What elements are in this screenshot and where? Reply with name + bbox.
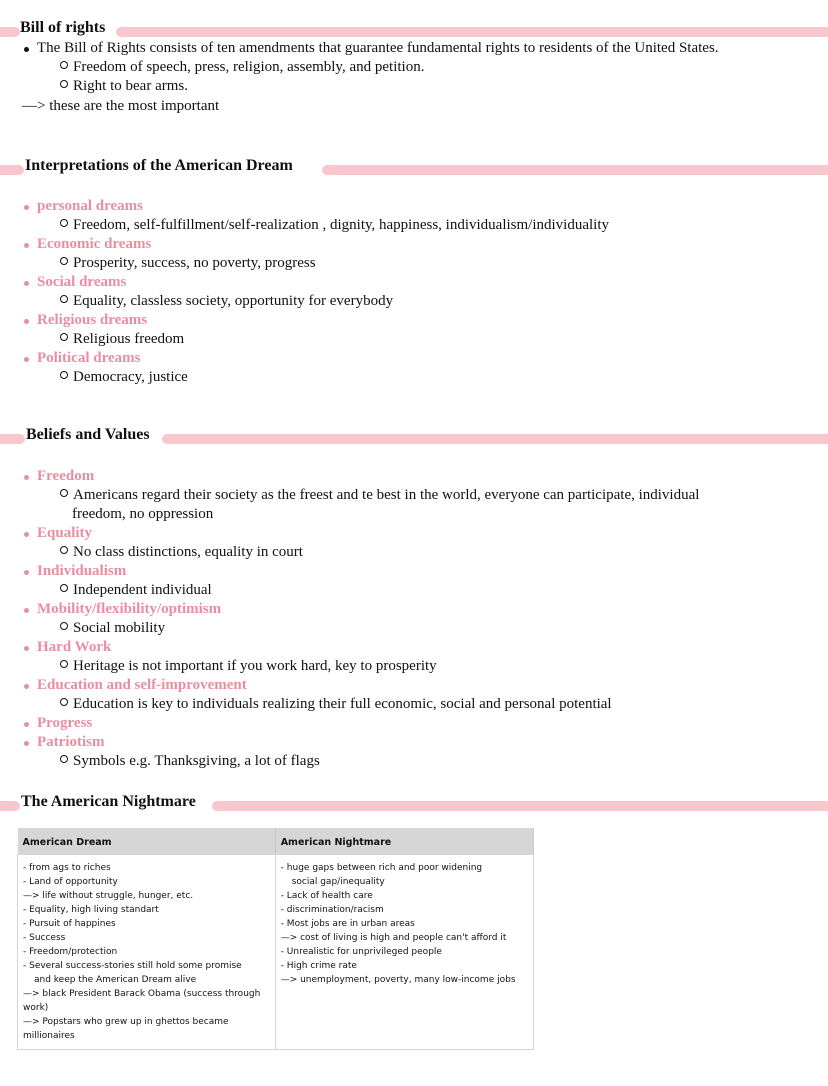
circle-bullet-icon <box>60 219 68 227</box>
bullet-icon <box>24 357 29 362</box>
cell-line: —> black President Barack Obama (success through <box>23 989 261 999</box>
bullet-icon <box>24 47 29 52</box>
section-title: The American Nightmare <box>21 793 200 811</box>
cell-line: work) <box>23 1003 49 1013</box>
list-item: No class distinctions, equality in court <box>60 543 303 562</box>
cell-line: —> cost of living is high and people can't afford it <box>280 933 507 943</box>
bullet-icon <box>24 741 29 746</box>
list-item: Independent individual <box>60 581 212 600</box>
bullet-icon <box>24 319 29 324</box>
circle-bullet-icon <box>60 698 68 706</box>
circle-bullet-icon <box>60 755 68 763</box>
value-label: Education and self-improvement <box>37 677 247 693</box>
table-header-row <box>18 828 534 855</box>
bill-of-rights-text: The Bill of Rights consists of ten amendments that guarantee fundamental rights to residents of the United States. <box>37 40 719 56</box>
note-text: —> these are the most important <box>22 98 220 114</box>
header-bar <box>0 801 20 811</box>
dream-label: Political dreams <box>37 350 141 366</box>
cell-line: millionaires <box>23 1031 75 1041</box>
section-title: Interpretations of the American Dream <box>25 157 297 175</box>
bullet-icon <box>24 608 29 613</box>
cell-line: - Pursuit of happines <box>23 919 116 929</box>
nightmare-cell <box>275 855 533 1050</box>
section-header-beliefs <box>0 426 828 451</box>
circle-bullet-icon <box>60 546 68 554</box>
dream-vs-nightmare-table <box>17 828 534 1050</box>
list-item: Education is key to individuals realizing their full economic, social and personal potential <box>60 695 612 714</box>
cell-line: - Several success-stories still hold some promise <box>23 961 242 971</box>
cell-line: - Land of opportunity <box>23 877 118 887</box>
list-item: Freedom of speech, press, religion, assembly, and petition. <box>60 58 424 77</box>
circle-bullet-icon <box>60 489 68 497</box>
table-row <box>18 855 534 1050</box>
header-bar <box>116 27 828 37</box>
list-item: Social mobility <box>60 619 165 638</box>
circle-bullet-icon <box>60 80 68 88</box>
header-bar <box>212 801 828 811</box>
header-bar <box>0 27 20 37</box>
bullet-icon <box>24 281 29 286</box>
bullet-icon <box>24 205 29 210</box>
bullet-icon <box>24 243 29 248</box>
cell-line: - Freedom/protection <box>23 947 118 957</box>
circle-bullet-icon <box>60 295 68 303</box>
list-item: Prosperity, success, no poverty, progress <box>60 254 316 273</box>
value-label: Individualism <box>37 563 127 579</box>
section-title: Beliefs and Values <box>26 426 154 444</box>
circle-bullet-icon <box>60 333 68 341</box>
list-item: Religious freedom <box>60 330 184 349</box>
cell-line: - Equality, high living standart <box>23 905 159 915</box>
cell-line: - High crime rate <box>280 961 357 971</box>
cell-line: - discrimination/racism <box>280 905 384 915</box>
bullet-icon <box>24 570 29 575</box>
cell-line: - from ags to riches <box>23 863 111 873</box>
dream-cell <box>18 855 276 1050</box>
value-label: Freedom <box>37 468 95 484</box>
section-title: Bill of rights <box>20 19 109 37</box>
bullet-icon <box>24 475 29 480</box>
cell-line: social gap/inequality <box>291 877 385 887</box>
header-bar <box>0 434 25 444</box>
bullet-icon <box>24 646 29 651</box>
bullet-icon <box>24 722 29 727</box>
dream-label: Economic dreams <box>37 236 152 252</box>
cell-line: - Most jobs are in urban areas <box>280 919 415 929</box>
header-bar <box>0 165 24 175</box>
list-item: Heritage is not important if you work hard, key to prosperity <box>60 657 437 676</box>
bullet-icon <box>24 684 29 689</box>
header-bar <box>322 165 828 175</box>
column-header: American Nightmare <box>275 828 533 855</box>
list-item-continuation: freedom, no oppression <box>72 506 214 522</box>
circle-bullet-icon <box>60 61 68 69</box>
cell-line: and keep the American Dream alive <box>34 975 197 985</box>
dream-label: personal dreams <box>37 198 143 214</box>
dream-label: Religious dreams <box>37 312 148 328</box>
cell-line: - Lack of health care <box>280 891 373 901</box>
circle-bullet-icon <box>60 584 68 592</box>
dream-label: Social dreams <box>37 274 127 290</box>
list-item: Equality, classless society, opportunity for everybody <box>60 292 393 311</box>
value-label: Patriotism <box>37 734 105 750</box>
cell-line: —> Popstars who grew up in ghettos became <box>23 1017 229 1027</box>
list-item: Democracy, justice <box>60 368 188 387</box>
header-bar <box>162 434 828 444</box>
circle-bullet-icon <box>60 660 68 668</box>
section-header-nightmare <box>0 793 828 818</box>
value-label: Hard Work <box>37 639 112 655</box>
circle-bullet-icon <box>60 622 68 630</box>
cell-line: - Unrealistic for unprivileged people <box>280 947 442 957</box>
value-label: Progress <box>37 715 93 731</box>
cell-line: —> life without struggle, hunger, etc. <box>23 891 194 901</box>
circle-bullet-icon <box>60 371 68 379</box>
circle-bullet-icon <box>60 257 68 265</box>
section-header-interpretations <box>0 157 828 182</box>
cell-line: —> unemployment, poverty, many low-income jobs <box>280 975 516 985</box>
bullet-icon <box>24 532 29 537</box>
cell-line: - huge gaps between rich and poor widening <box>280 863 483 873</box>
cell-line: - Success <box>23 933 66 943</box>
list-item: Right to bear arms. <box>60 77 188 96</box>
value-label: Equality <box>37 525 93 541</box>
list-item: Freedom, self-fulfillment/self-realization , dignity, happiness, individualism/individuality <box>60 216 609 235</box>
column-header: American Dream <box>18 828 276 855</box>
list-item: Symbols e.g. Thanksgiving, a lot of flags <box>60 752 320 771</box>
value-label: Mobility/flexibility/optimism <box>37 601 222 617</box>
list-item: Americans regard their society as the freest and te best in the world, everyone can participate, individual <box>60 486 699 505</box>
